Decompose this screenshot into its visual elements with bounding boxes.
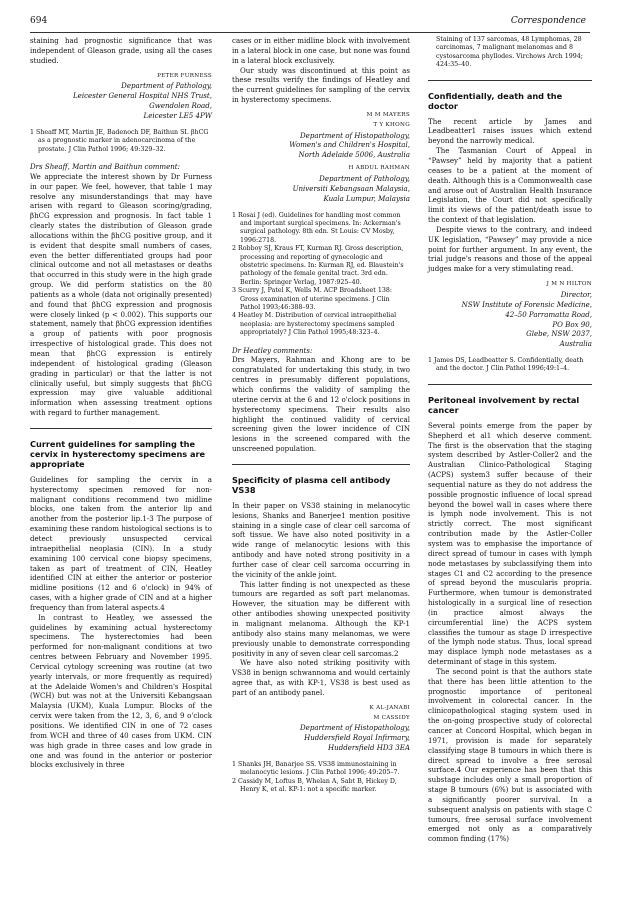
article-title: Confidentially, death and the doctor xyxy=(428,90,563,111)
author-name: J M N HILTON xyxy=(546,281,592,288)
affiliation-line: NSW Institute of Forensic Medicine, xyxy=(461,299,592,309)
reply-text: Drs Mayers, Rahman and Khong are to be congratulated for undertaking this study, in two centres in presumably different populations, which confirms the validity of sampling the uterine cervix at the 6 and 12 o'clock positions in hysterectomy specimens. Their results also highlight the continued validity of cervical screening given the lower incidence of CIN lesions in the screened compared with the unscreened population. xyxy=(232,355,410,454)
affiliation-line: Department of Histopathology, xyxy=(300,130,410,140)
author-name: K AL-JANABI xyxy=(369,704,410,711)
paragraph: Our study was discontinued at this point as these results verify the findings of Heatley and the current guidelines for sampling of the cervix in hysterectomy specimens. xyxy=(232,65,410,105)
paragraph: We have also noted striking positivity with VS38 in benign schwannoma and would certainly agree that, as with KP-1, VS38 is best used as part of an antibody panel. xyxy=(232,658,410,697)
signature-block xyxy=(232,111,410,204)
reference: 2 Robboy SJ, Kraus FT, Kurman RJ. Gross description, processing and reporting of gynecologic and obstetric specimens. In: Kurman RJ, ed. Blaustein's pathology of the female genital tract. 3rd edn. Berlin: Springer Verlag, 1987:925–40. xyxy=(232,245,404,286)
affiliation-line: Department of Pathology, xyxy=(319,173,410,183)
affiliation-line: Glebe, NSW 2037, xyxy=(526,329,592,339)
paragraph: Several points emerge from the paper by Shepherd et al1 which deserve comment. The first is the observation that the staging system described by Astler-Coller2 and the Australian Clinico-Pathological Staging (ACPS) system3 suffer because of their sequential nature as they do not address the possible prognostic influence of local spread beyond the bowel wall in cases where there is lymph node involvement. This is not strictly correct. The most significant contribution made by the Astler-Coller system was to emphasise the importance of direct spread of tumour in cases with lymph node metastases by subclassifying them into stages C1 and C2 according to the presence of spread beyond the muscularis propria. Furthermore, when tumour is demonstrated histologically in a surgical line of resection (in practice almost always the circumferential line) the ACPS system classifies the tumour as stage D irrespective of the lymph node status. Thus, local spread may displace lymph node metastases as a determinant of stage in this system. xyxy=(428,420,592,667)
reference: 4 Heatley M. Distribution of cervical intraepithelial neoplasia: are hysterectomy specimens sampled appropriately? J Clin Pathol 1995;48:323–4. xyxy=(232,312,397,337)
affiliation-line: Huddersfield HD3 3EA xyxy=(328,743,410,753)
affiliation-line: Universiti Kebangsaan Malaysia, xyxy=(292,183,410,193)
paragraph: The Tasmanian Court of Appeal in “Pawsey” held by majority that a patient ceases to be a patient at the moment of death. Although this is a Commonwealth case and arose out of Australian Health Insurance Legislation, the Court did not specifically limit its views of the patient/death issue to the context of that legislation. xyxy=(428,146,592,225)
header-rule xyxy=(30,32,590,33)
reference: 3 Scurry J, Patel K, Wells M. ACP Broadsheet 138: Gross examination of uterine specimens. J Clin Pathol 1993;46:388–93. xyxy=(232,287,392,311)
affiliation-line: Australia xyxy=(559,339,592,349)
author-name: T Y KHONG xyxy=(373,121,410,128)
column-1 xyxy=(30,36,212,770)
paragraph: The recent article by James and Leadbeatter1 raises issues which extend beyond the narrowly medical. xyxy=(428,116,592,146)
reply-text: We appreciate the interest shown by Dr Furness in our paper. We feel, however, that table 1 may resolve any misunderstandings that may have arisen with regard to Gleason scoring/grading, βhCG expression and prognosis. In fact table 1 clearly states the distribution of Gleason grade allocations within the βhCG positive group, and it is evident that despite small numbers of cases, even the better differentiated groups had poor clinical outcome and not all metastases or deaths that occurred in this study were in the high grade group. We did perform statistics on the 80 patients as a whole (data not originally presented) and found that βhCG expression and prognosis were closely linked (p < 0.002). This supports our statement, namely that βhCG expression identifies a group of patients with poor prognosis irrespective of histological grade. This does not mean that βhCG expression is entirely independent of histological grading (Gleason grading in particular) or that the latter is not clinically useful, but simply suggests that βhCG expression may give valuable additional information when assessing treatment options with regard to further management. xyxy=(30,171,212,418)
reference: 1 James DS, Leadbeatter S. Confidentially, death and the doctor. J Clin Pathol 1996;49:1–4. xyxy=(428,357,584,373)
affiliation-line: Women's and Children's Hospital, xyxy=(289,140,410,150)
paragraph: The second point is that the authors state that there has been little attention to the prognostic importance of peritoneal involvement in colorectal cancer. In the clinicopathological staging system used in the on-going prospective study of colorectal cancer at Concord Hospital, which began in 1971, provision is made for separately classifying stage B tumours in which there is direct spread to involve a free serosal surface.4 Our experience has been that this substage includes only a small proportion of stage B tumours (6%) but is associated with a significantly poorer survival. In a subsequent analysis on patients with stage C tumours, free serosal surface involvement emerged not only as a comparatively common finding (17%) xyxy=(428,666,592,844)
affiliation-line: Kuala Lumpur, Malaysia xyxy=(323,193,410,203)
reference: 2 Cassidy M, Loftus B, Whelan A, Sabt B, Hickey D, Henry K, et al. KP-1: not a specific marker. xyxy=(232,777,397,794)
paragraph: This latter finding is not unexpected as these tumours are regarded as soft part melanomas. However, the situation may be different with other antibodies showing unexpected positivity in malignant melanoma. Although the KP-1 antibody also stains many melanomas, we were previously unable to demonstrate corresponding positivity in any of seven clear cell sarcomas.2 xyxy=(232,579,410,658)
divider xyxy=(232,464,410,465)
affiliation-line: 42–50 Parramatta Road, xyxy=(505,309,592,319)
column-3 xyxy=(428,36,592,844)
paragraph: cases or in either midline block with involvement in a lateral block in one case, but none was found in a lateral block exclusively. xyxy=(232,36,410,65)
article-title: Current guidelines for sampling the cervix in hysterectomy specimens are appropriate xyxy=(30,438,206,469)
affiliation-line: Department of Histopathology, xyxy=(300,723,410,733)
reference: 1 Sheaff MT, Martin JE, Badenoch DF, Baithun SI. βhCG as a prognostic marker in adenocarcinoma of the prostate. J Clin Pathol 1996; 49:329–32. xyxy=(30,128,209,153)
author-name: M M MAYERS xyxy=(366,111,410,118)
divider xyxy=(30,428,212,429)
column-2 xyxy=(232,36,410,795)
reference: 1 Shanks JH, Banarjee SS. VS38 immunostaining in melanocytic lesions. J Clin Pathol 1996; 49:205–7. xyxy=(232,760,400,777)
affiliation-line: North Adelaide 5006, Australia xyxy=(298,150,410,160)
signature-block xyxy=(30,72,212,121)
reference: Staining of 137 sarcomas, 48 Lymphomas, 28 carcinomas, 7 malignant melanomas and 8 cystosarcoma phyllodes. Virchows Arch 1994; 424:35–40. xyxy=(436,36,583,69)
affiliation-line: Department of Pathology, xyxy=(121,81,212,91)
divider xyxy=(428,80,592,81)
author-name: H ABDUL RAHMAN xyxy=(348,165,410,172)
reply-lead: Drs Sheaff, Martin and Baithun comment: xyxy=(30,161,181,171)
signature-block xyxy=(232,704,410,753)
affiliation-line: Director, xyxy=(560,289,592,299)
affiliation-line: Gwendolen Road, xyxy=(149,101,212,111)
paragraph: staining had prognostic significance that was independent of Gleason grade, using all the cases studied. xyxy=(30,36,212,65)
affiliation-line: Leicester LE5 4PW xyxy=(143,110,212,120)
paragraph: In their paper on VS38 staining in melanocytic lesions, Shanks and Banerjee1 mention positive staining in a single case of clear cell sarcoma of soft tissue. We have also noted positivity in a wide range of melanocytic lesions with this antibody and have noted strong positivity in a further case of clear cell sarcoma occurring in the vicinity of the ankle joint. xyxy=(232,500,410,579)
page-number: 694 xyxy=(30,16,48,26)
author-name: M CASSIDY xyxy=(373,714,410,721)
section-title: Correspondence xyxy=(510,16,586,26)
reference: 1 Rosai J (ed). Guidelines for handling most common and important surgical specimens. In: Ackerman's surgical pathology. 8th edn. St Louis: CV Mosby, 1996:2718. xyxy=(232,211,401,244)
paragraph: Despite views to the contrary, and indeed UK legislation, “Pawsey” may provide a nice point for further argument. In any event, the trial judge's reasons and those of the appeal judges make for a very stimulating read. xyxy=(428,224,592,274)
signature-block xyxy=(428,280,592,349)
article-title: Specificity of plasma cell antibody VS38 xyxy=(232,474,391,495)
author-name: PETER FURNESS xyxy=(157,72,212,79)
article-title: Peritoneal involvement by rectal cancer xyxy=(428,394,580,415)
paragraph: In contrast to Heatley, we assessed the guidelines by examining actual hysterectomy specimens. The hysterectomies had been performed for non-malignant conditions at two centres between February and November 1995. Cervical cytology screening was routine (at two yearly intervals, or more frequently as required) at the Adelaide Women's and Children's Hospital (WCH) but was not at the Universiti Kebangsaan Malaysia (UKM), Kuala Lumpur. Blocks of the cervix were taken from the 12, 3, 6, and 9 o'clock positions. We identified CIN in one of 72 cases from WCH and three of 40 cases from UKM. CIN was high grade in three cases and low grade in one and was found in the anterior or posterior blocks exclusively in three xyxy=(30,612,212,770)
affiliation-line: Leicester General Hospital NHS Trust, xyxy=(73,91,212,101)
affiliation-line: Huddersfield Royal Infirmary, xyxy=(304,733,410,743)
divider xyxy=(428,384,592,385)
paragraph: Guidelines for sampling the cervix in a hysterectomy specimen removed for non-malignant conditions recommend two midline blocks, one taken from the anterior lip and another from the posterior lip.1-3 The purpose of examining these random histological sections is to detect previously unsuspected cervical intraepithelial neoplasia (CIN). In a study examining 100 cervical cone biopsy specimens, taken as part of treatment of CIN, Heatley identified CIN at either the anterior or posterior midline positions (12 and 6 o'clock) in 94% of cases, with a higher grade of CIN and at a higher frequency than from lateral aspects.4 xyxy=(30,474,212,612)
affiliation-line: PO Box 90, xyxy=(552,319,592,329)
reply-lead: Dr Heatley comments: xyxy=(232,345,313,355)
